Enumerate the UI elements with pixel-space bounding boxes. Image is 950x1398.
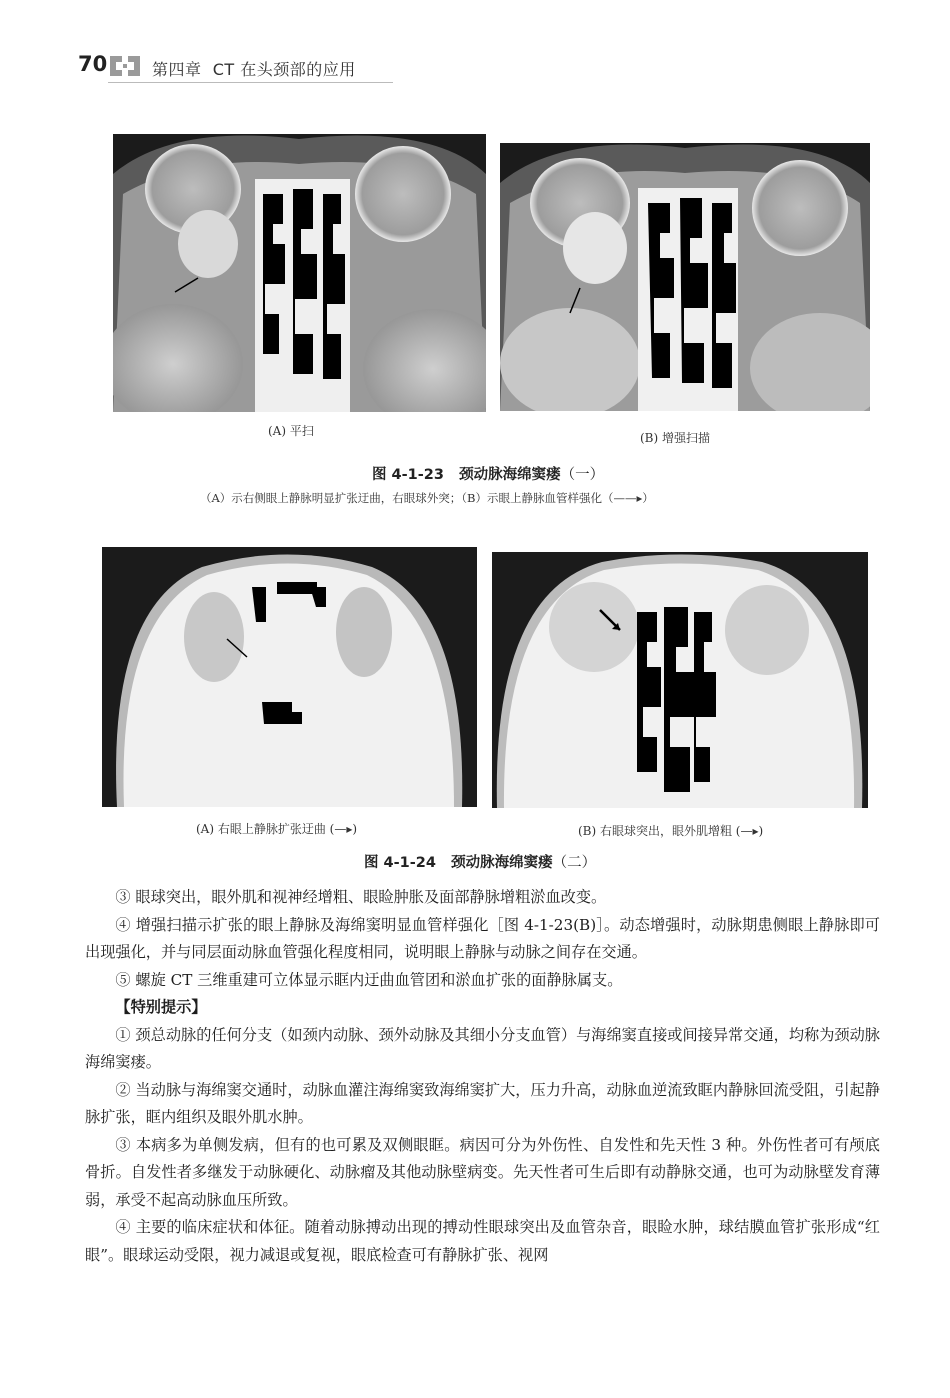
paragraph: ① 颈总动脉的任何分支（如颈内动脉、颈外动脉及其细小分支血管）与海绵窦直接或间接异常交通，均称为颈动脉海绵窦瘘。 [85,1025,880,1071]
ct-image-4-1-23-b [500,143,870,411]
figure-24-panel-a-label: (A) 右眼上静脉扩张迂曲 (—▸) [196,822,358,836]
ct-image-4-1-24-b [492,552,868,808]
figure-23-title-part: （一） [560,467,605,483]
chapter-logo-icon [108,52,142,80]
page-number: 70 [78,52,108,76]
chapter-title: CT 在头颈部的应用 [212,60,356,79]
paragraph: ② 当动脉与海绵窦交通时，动脉血灌注海绵窦致海绵窦扩大，压力升高，动脉血逆流致眶内静脉回流受阻，引起静脉扩张，眶内组织及眼外肌水肿。 [85,1080,880,1126]
figure-24-number: 图 4-1-24 [364,855,436,871]
body-text [85,884,880,1269]
paragraph: ④ 主要的临床症状和体征。随着动脉搏动出现的搏动性眼球突出及血管杂音，眼睑水肿，球结膜血管扩张形成“红眼”。眼球运动受限，视力减退或复视，眼底检查可有静脉扩张、视网 [85,1218,880,1264]
chapter-heading [152,57,356,80]
figure-23-title-text: 颈动脉海绵窦瘘 [459,467,561,483]
chapter-number: 第四章 [152,60,202,79]
paragraph: ④ 增强扫描示扩张的眼上静脉及海绵窦明显血管样强化［图 4-1-23(B)］。动态增强时，动脉期患侧眼上静脉即可出现强化，并与同层面动脉血管强化程度相同，说明眼上静脉与动脉之间存在交通。 [85,915,880,961]
figure-24-title [364,851,596,872]
paragraph: ⑤ 螺旋 CT 三维重建可立体显示眶内迂曲血管团和淤血扩张的面静脉属支。 [115,970,623,989]
paragraph: ③ 本病多为单侧发病，但有的也可累及双侧眼眶。病因可分为外伤性、自发性和先天性 3 种。外伤性者可有颅底骨折。自发性者多继发于动脉硬化、动脉瘤及其他动脉壁病变。先天性者可生后即有动静脉交通，也可为动脉壁发育薄弱，承受不起高动脉血压所致。 [85,1135,880,1209]
figure-24-title-text: 颈动脉海绵窦瘘 [451,855,553,871]
figure-23-caption: （A）示右侧眼上静脉明显扩张迂曲，右眼球外突；（B）示眼上静脉血管样强化（——▸） [200,491,654,505]
figure-24-panel-b-label: (B) 右眼球突出，眼外肌增粗 (—▸) [578,824,764,838]
figure-23-panel-b-label: (B) 增强扫描 [640,431,710,445]
ct-image-4-1-23-a [113,134,486,412]
figure-23-panel-a-label: (A) 平扫 [268,424,314,438]
figure-23-number: 图 4-1-23 [372,467,444,483]
header-divider [108,82,393,83]
figure-23-title [372,463,604,484]
paragraph: ③ 眼球突出，眼外肌和视神经增粗、眼睑肿胀及面部静脉增粗淤血改变。 [115,888,607,906]
ct-image-4-1-24-a [102,547,477,807]
section-heading: 【特别提示】 [115,998,207,1016]
figure-24-title-part: （二） [552,855,597,871]
